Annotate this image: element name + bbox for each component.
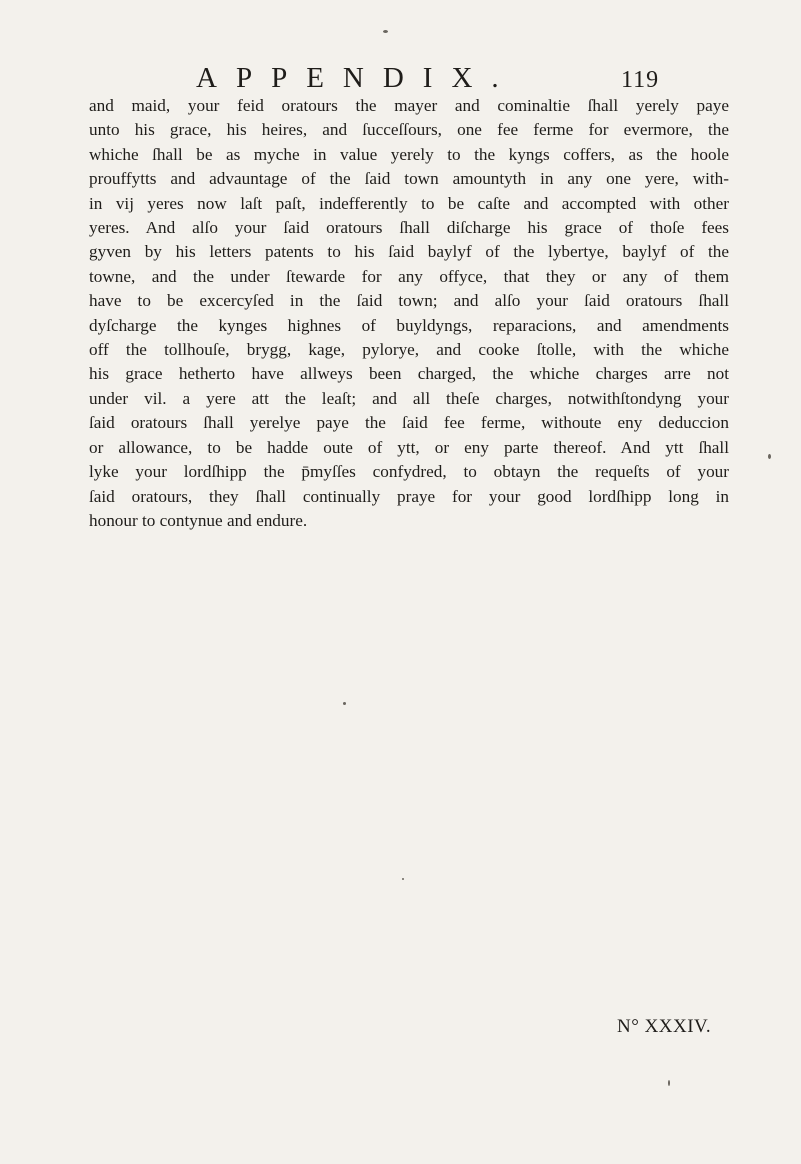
text-line: dyſcharge the kynges highnes of buyldyngs, reparacions, and amendments (89, 315, 729, 335)
running-title: APPENDIX. (196, 62, 518, 94)
text-line: under vil. a yere att the leaſt; and all theſe charges, notwithſtondyng your (89, 388, 729, 408)
text-line: in vij yeres now laſt paſt, indefferently to be caſte and accompted with other (89, 193, 729, 213)
text-line: his grace hetherto have allweys been charged, the whiche charges arre not (89, 364, 729, 384)
text-line: lyke your lordſhipp the p̄myſſes confydred, to obtayn the requeſts of your (89, 462, 729, 482)
text-line: prouffytts and advauntage of the ſaid town amountyth in any one yere, with- (89, 169, 729, 189)
text-line: whiche ſhall be as myche in value yerely to the kyngs coffers, as the hoole (89, 144, 729, 164)
paper-speck (402, 878, 404, 880)
page-number: 119 (621, 67, 660, 93)
text-line: ſaid oratours ſhall yerelye paye the ſaid fee ferme, withoute eny deduccion (89, 413, 729, 433)
body-text (89, 94, 729, 533)
page-header (196, 60, 660, 96)
text-line: ſaid oratours, they ſhall continually praye for your good lordſhipp long in (89, 486, 729, 506)
paper-speck (383, 30, 388, 33)
text-line: or allowance, to be hadde oute of ytt, or eny parte thereof. And ytt ſhall (89, 437, 729, 457)
text-line: have to be excercyſed in the ſaid town; and alſo your ſaid oratours ſhall (89, 291, 729, 311)
text-line: towne, and the under ſtewarde for any offyce, that they or any of them (89, 266, 729, 286)
paper-speck (343, 702, 346, 705)
text-line: unto his grace, his heires, and ſucceſſours, one fee ferme for evermore, the (89, 120, 729, 140)
paper-speck (668, 1080, 670, 1086)
text-line: off the tollhouſe, brygg, kage, pylorye, and cooke ſtolle, with the whiche (89, 340, 729, 360)
paper-speck (768, 454, 771, 459)
text-line: yeres. And alſo your ſaid oratours ſhall diſcharge his grace of thoſe fees (89, 218, 729, 238)
catchword: N° XXXIV. (617, 1016, 712, 1037)
text-line: and maid, your feid oratours the mayer and cominaltie ſhall yerely paye (89, 96, 729, 115)
text-line: honour to contynue and endure. (89, 510, 308, 530)
text-line: gyven by his letters patents to his ſaid baylyf of the lybertye, baylyf of the (89, 242, 729, 262)
